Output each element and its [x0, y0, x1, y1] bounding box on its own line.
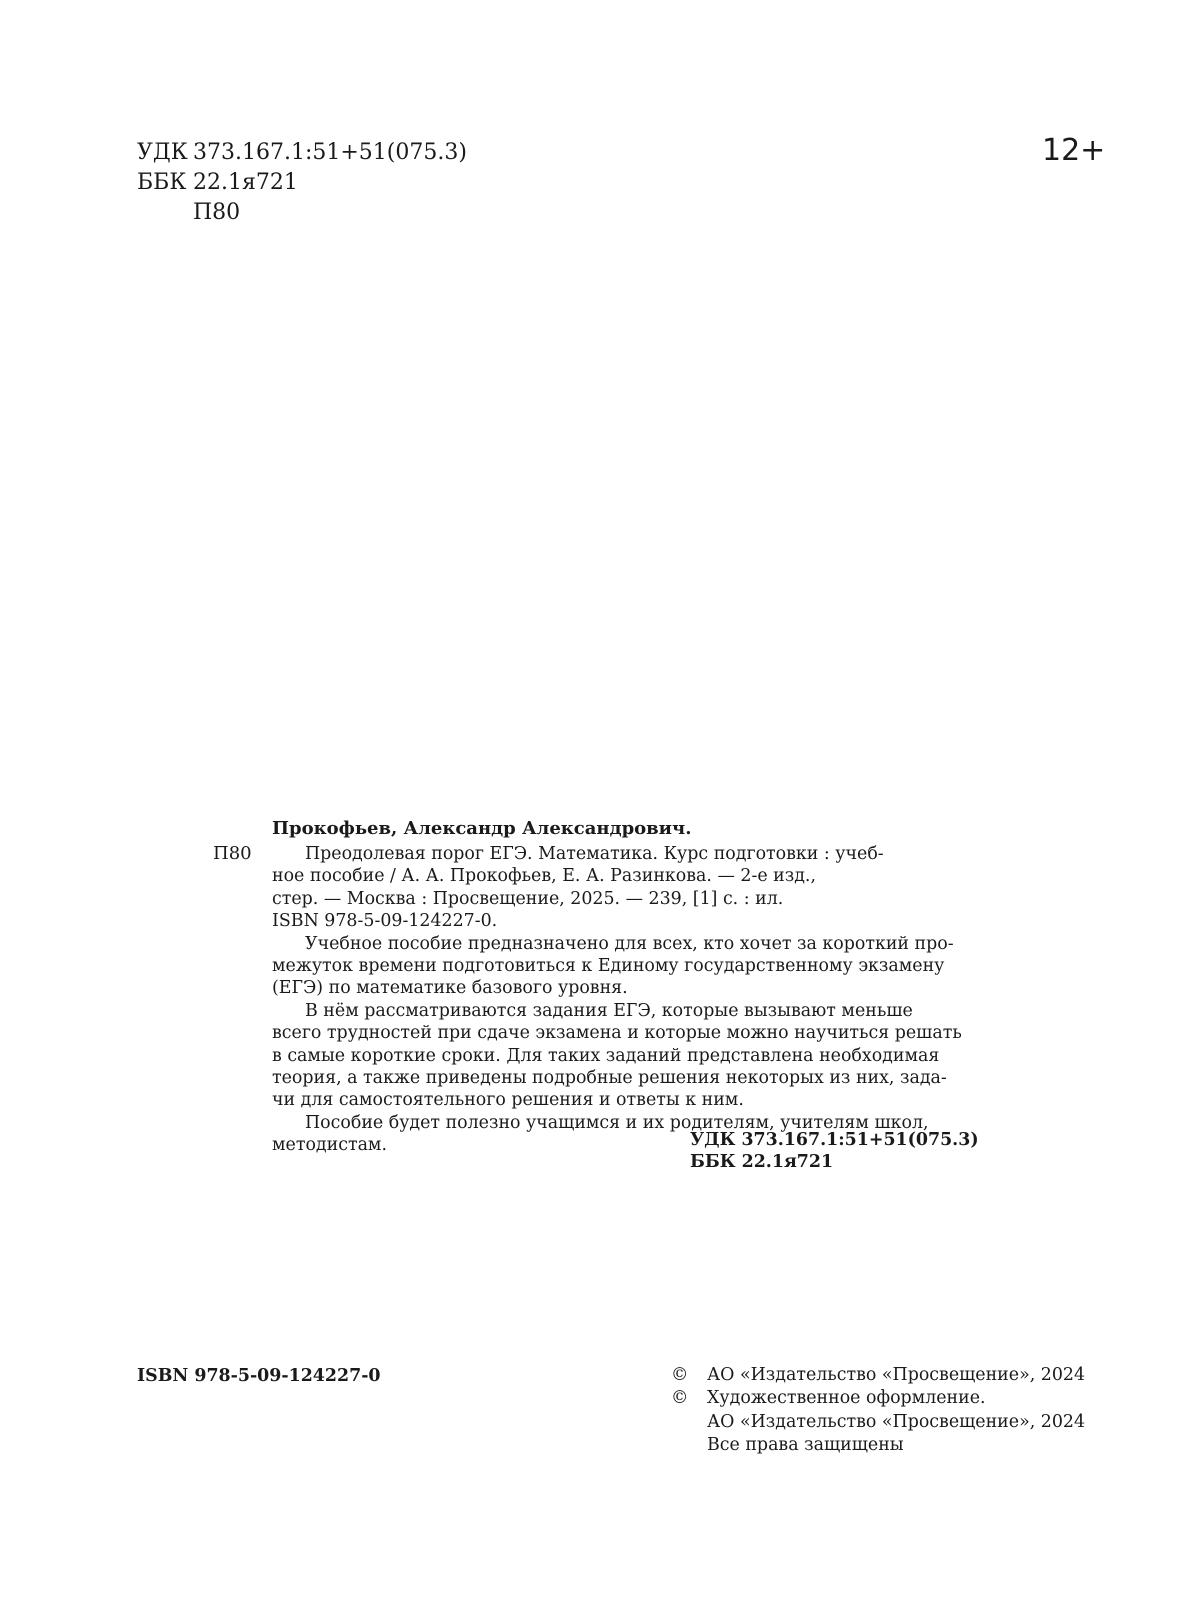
annotation-line: чи для самостоятельного решения и ответы к ним. — [272, 1090, 744, 1111]
age-rating: 12+ — [1042, 133, 1106, 168]
copyright-block — [671, 1364, 1085, 1458]
classification-codes — [137, 138, 467, 228]
isbn: ISBN 978-5-09-124227-0 — [137, 1366, 381, 1386]
annotation-line: в самые короткие сроки. Для таких заданий представлена необходимая — [272, 1045, 940, 1066]
copyright-row — [671, 1387, 1085, 1410]
annotation-line: Пособие будет полезно учащимся и их родителям, учителям школ, — [305, 1112, 929, 1133]
annotation-line: методистам. — [272, 1135, 387, 1156]
card-line-isbn: ISBN 978-5-09-124227-0. — [272, 911, 498, 932]
bbk-label: ББК — [137, 170, 187, 195]
card-cutter-code: П80 — [213, 843, 252, 864]
udk-value: 373.167.1:51+51(075.3) — [193, 140, 467, 165]
card-classification — [690, 1129, 979, 1173]
annotation-line: Учебное пособие предназначено для всех, кто хочет за короткий про- — [305, 933, 954, 954]
copyright-icon: © — [671, 1388, 689, 1409]
bbk-row — [137, 168, 467, 198]
copyright-design: Художественное оформление. — [707, 1388, 986, 1409]
card-line-title: Преодолевая порог ЕГЭ. Математика. Курс подготовки : учеб- — [305, 844, 884, 864]
bbk-value: 22.1я721 — [193, 170, 298, 195]
card-author: Прокофьев, Александр Александрович. — [272, 818, 692, 839]
annotation-line: межуток времени подготовиться к Единому государственному экзамену — [272, 956, 945, 977]
copyright-row — [671, 1364, 1085, 1387]
copyright-design-owner: АО «Издательство «Просвещение», 2024 — [707, 1411, 1086, 1432]
author-cutter-code: П80 — [193, 200, 241, 225]
udk-row — [137, 138, 467, 168]
rights-reserved: Все права защищены — [707, 1435, 904, 1456]
annotation-line: (ЕГЭ) по математике базового уровня. — [272, 978, 628, 999]
card-body — [272, 843, 962, 1157]
card-udk: УДК 373.167.1:51+51(075.3) — [690, 1130, 979, 1150]
card-bbk: ББК 22.1я721 — [690, 1152, 834, 1172]
card-line: стер. — Москва : Просвещение, 2025. — 239, [1] с. : ил. — [272, 888, 784, 909]
annotation-line: всего трудностей при сдаче экзамена и которые можно научиться решать — [272, 1023, 962, 1044]
copyright-publisher: АО «Издательство «Просвещение», 2024 — [707, 1365, 1086, 1385]
card-line: ное пособие / А. А. Прокофьев, Е. А. Разинкова. — 2-е изд., — [272, 866, 816, 887]
annotation-line: В нём рассматриваются задания ЕГЭ, которые вызывают меньше — [305, 1000, 913, 1021]
udk-label: УДК — [137, 140, 188, 165]
copyright-icon: © — [671, 1365, 689, 1385]
annotation-line: теория, а также приведены подробные решения некоторых из них, зада- — [272, 1068, 947, 1089]
